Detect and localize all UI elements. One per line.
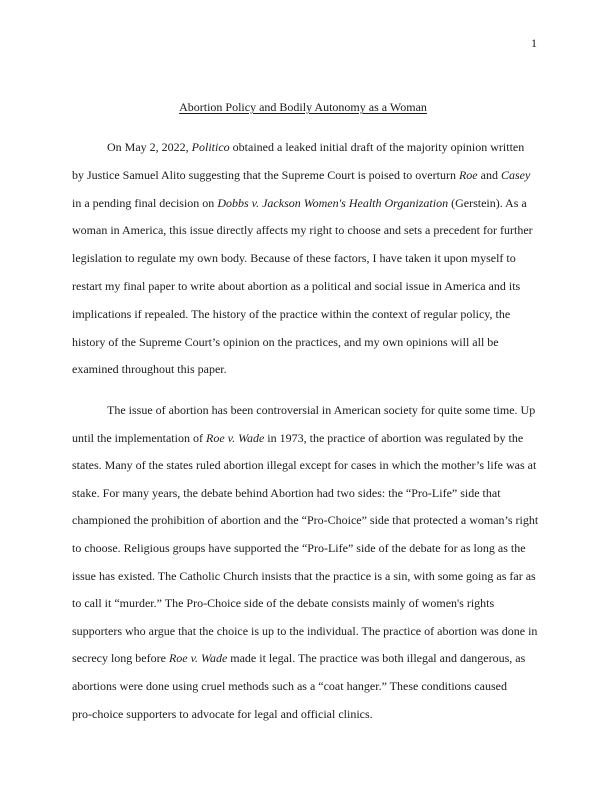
italic-text: Roe [458,167,478,182]
paragraph2-line [72,707,373,721]
paragraph2-line [72,513,538,527]
text-segment: pro-choice supporters to advocate for legal and official clinics. [72,706,373,721]
text-segment: by Justice Samuel Alito suggesting that the Supreme Court is poised to overturn [72,167,459,182]
text-segment: examined throughout this paper. [72,362,227,377]
text-segment: made it legal. The practice was both illegal and dangerous, as [227,651,526,666]
text-segment: abortions were done using cruel methods such as a “coat hanger.” These conditions caused [72,679,507,693]
paragraph1-line [72,279,520,293]
text-segment: to call it “murder.” The Pro-Choice side of the debate consists mainly of women's rights [72,596,495,611]
italic-text: Casey [500,167,531,182]
paragraph2-line [107,403,535,417]
paragraph2-line [72,431,523,445]
paragraph1-line [72,307,510,321]
page-number: 1 [531,36,537,50]
text-segment: (Gerstein). As a [448,195,527,210]
text-segment: states. Many of the states ruled abortion illegal except for cases in which the mother’s life was at [72,458,537,473]
paragraph2-line [72,569,536,583]
text-segment: restart my final paper to write about abortion as a political and social issue in America and its [72,279,521,293]
paragraph2-line [72,486,501,500]
paragraph1-line [72,196,527,210]
text-segment: legislation to regulate my own body. Because of these factors, I have taken it upon myself to [72,251,516,266]
text-segment: until the implementation of [72,430,206,445]
paragraph2-line [72,624,537,638]
italic-text: Dobbs v. Jackson Women's Health Organization [217,195,449,210]
paragraph1-line [107,140,524,154]
text-segment: woman in America, this issue directly affects my right to choose and sets a precedent for further [72,223,533,238]
text-segment: in a pending final decision on [72,195,218,210]
paragraph2-line [72,541,526,555]
text-segment: to choose. Religious groups have supported the “Pro-Life” side of the debate for as long as the [72,541,526,555]
paragraph2-line [72,679,507,693]
text-segment: and [477,167,501,182]
text-segment: championed the prohibition of abortion and the “Pro-Choice” side that protected a woman’s right [72,513,539,528]
paper-title [0,100,606,114]
paragraph1-line [72,335,499,349]
paragraph2-line [72,596,494,610]
text-segment: On May 2, 2022, [107,140,192,154]
paragraph2-line [72,651,525,665]
italic-text: Politico [191,140,230,154]
paragraph2-line [72,458,536,472]
paper-title-text: Abortion Policy and Bodily Autonomy as a Woman [179,100,427,114]
text-segment: supporters who argue that the choice is up to the individual. The practice of abortion was done in [72,623,538,638]
text-segment: in 1973, the practice of abortion was regulated by the [264,430,524,445]
italic-text: Roe v. Wade [205,430,265,445]
text-segment: stake. For many years, the debate behind Abortion had two sides: the “Pro-Life” side that [72,485,501,500]
paragraph1-line [72,168,530,182]
paragraph1-line [72,362,227,376]
text-segment: obtained a leaked initial draft of the majority opinion written [229,140,525,154]
text-segment: history of the Supreme Court’s opinion on the practices, and my own opinions will all be [72,334,499,349]
text-segment: implications if repealed. The history of the practice within the context of regular policy, the [72,306,511,321]
text-segment: The issue of abortion has been controversial in American society for quite some time. Up [107,403,536,417]
paragraph1-line [72,223,533,237]
italic-text: Roe v. Wade [168,651,228,666]
text-segment: issue has existed. The Catholic Church insists that the practice is a sin, with some going as far as [72,568,536,583]
paragraph1-line [72,251,516,265]
text-segment: secrecy long before [72,651,169,666]
